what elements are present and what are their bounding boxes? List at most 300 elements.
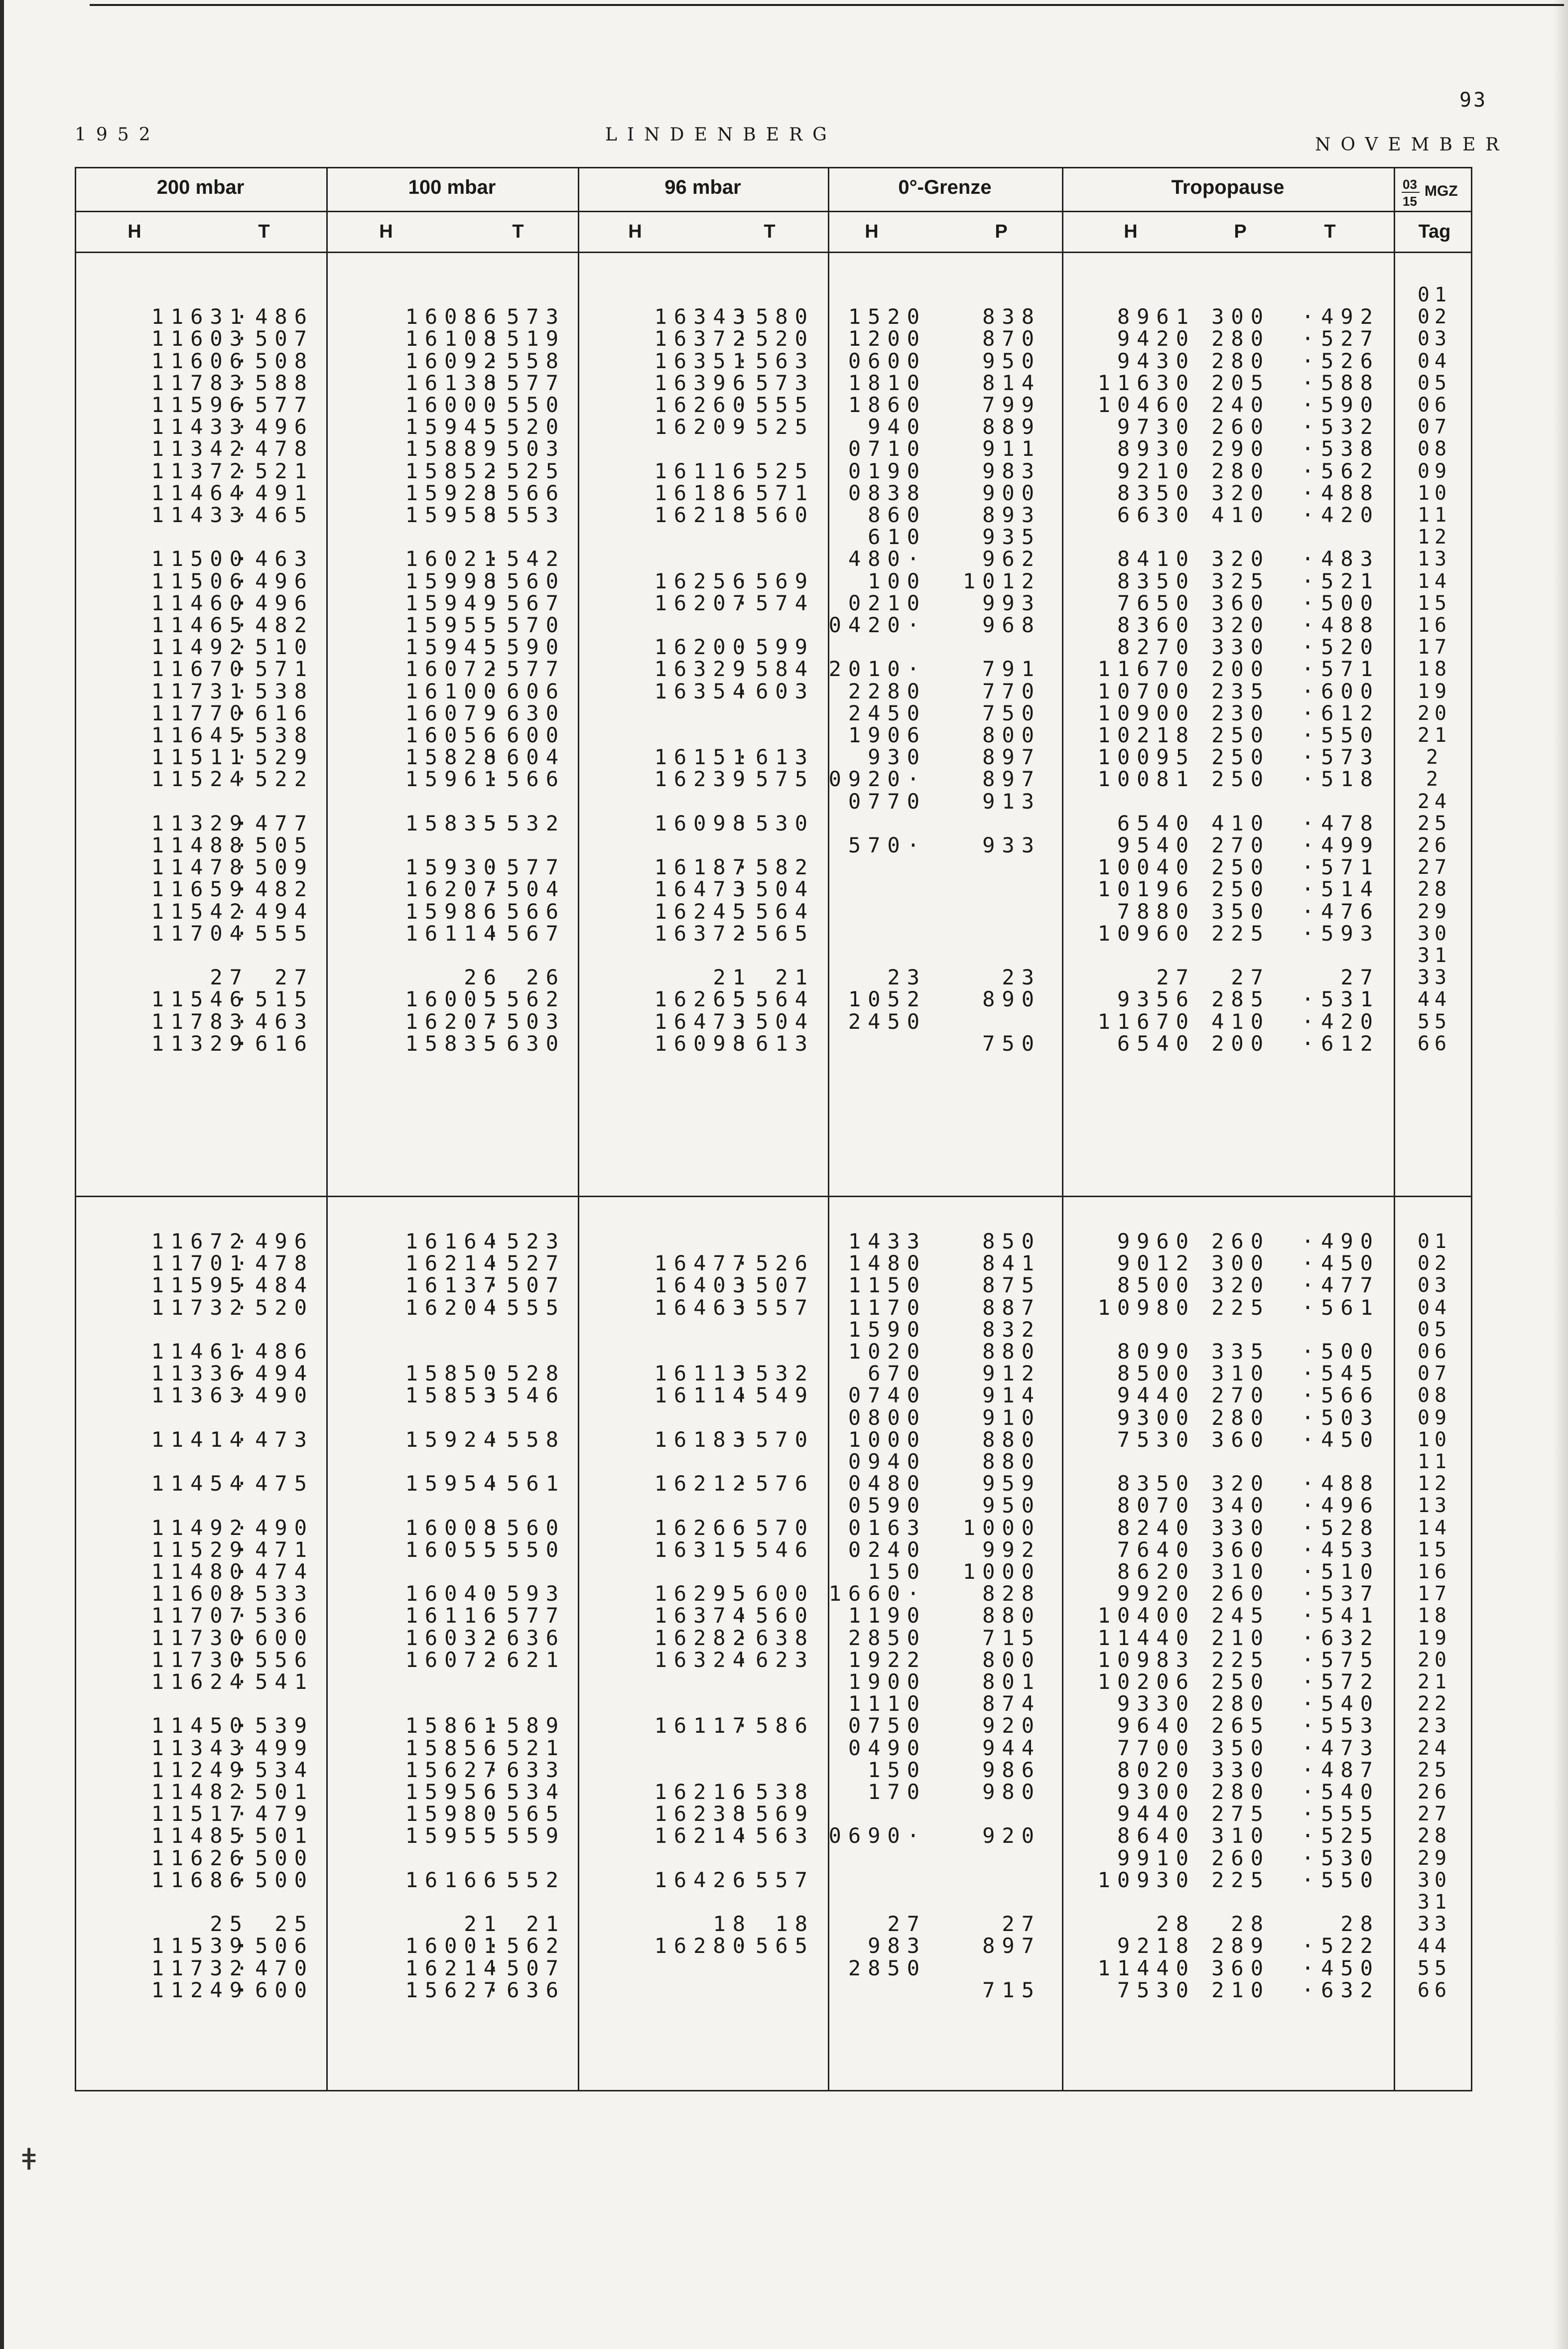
cell-t200: ·494 bbox=[235, 1361, 314, 1386]
cell-ptrop: 200 bbox=[1211, 1031, 1270, 1056]
mgz-fraction-bottom: 15 bbox=[1403, 194, 1417, 209]
cell-h100: 15889 bbox=[405, 436, 503, 461]
cell-h96: 16343 bbox=[654, 304, 752, 329]
cell-t200: ·465 bbox=[235, 503, 314, 527]
cell-htrop: 28 bbox=[1156, 1912, 1195, 1936]
cell-tag: 19 bbox=[1417, 680, 1452, 703]
cell-ptrop: 280 bbox=[1211, 1780, 1270, 1804]
cell-h0grenze bbox=[807, 945, 926, 967]
cell-ttrop: ·593 bbox=[1301, 921, 1380, 946]
group-100mbar: 100 mbar bbox=[408, 176, 496, 198]
cell-t200: ·496 bbox=[235, 415, 314, 439]
cell-htrop: 8090 bbox=[1117, 1339, 1195, 1364]
cell-ptrop bbox=[1151, 1891, 1270, 1913]
cell-h200: 11492 bbox=[151, 635, 249, 660]
cell-ptrop: 360 bbox=[1211, 1427, 1270, 1452]
cell-t100: ·570 bbox=[487, 613, 565, 637]
cell-t96: ·557 bbox=[736, 1295, 814, 1320]
cell-ptrop: 225 bbox=[1211, 1295, 1270, 1320]
col-divider bbox=[326, 167, 328, 2090]
cell-h0grenze: 100 bbox=[868, 568, 926, 593]
cell-ttrop bbox=[1260, 1451, 1380, 1473]
cell-t96: ·504 bbox=[736, 1009, 814, 1034]
cell-htrop: 10900 bbox=[1097, 700, 1195, 725]
cell-t96: ·573 bbox=[736, 370, 814, 395]
cell-p0grenze bbox=[921, 1891, 1041, 1913]
cell-h200: 11595 bbox=[151, 1273, 249, 1298]
cell-h200: 11732 bbox=[151, 1955, 249, 1980]
cell-t200: ·470 bbox=[235, 1955, 314, 1980]
cell-p0grenze: 893 bbox=[982, 503, 1041, 527]
cell-h0grenze: 0240 bbox=[848, 1537, 926, 1562]
cell-ttrop: ·487 bbox=[1301, 1757, 1380, 1782]
cell-tag: 13 bbox=[1417, 1494, 1452, 1518]
cell-ttrop: ·566 bbox=[1301, 1383, 1380, 1408]
cell-t100 bbox=[446, 1319, 565, 1341]
cell-htrop: 8350 bbox=[1117, 480, 1195, 505]
cell-h200: 11249 bbox=[151, 1977, 249, 2002]
cell-tag: 19 bbox=[1417, 1626, 1452, 1650]
cell-t100 bbox=[446, 1495, 565, 1517]
cell-t100 bbox=[446, 1891, 565, 1913]
cell-t100: ·562 bbox=[487, 987, 565, 1012]
cell-h0grenze: 2850 bbox=[848, 1955, 926, 1980]
cell-htrop: 9210 bbox=[1117, 458, 1195, 483]
page-number: 93 bbox=[1459, 89, 1488, 112]
cell-ptrop: 280 bbox=[1211, 458, 1270, 483]
group-200mbar: 200 mbar bbox=[156, 176, 245, 198]
cell-htrop: 8410 bbox=[1117, 547, 1195, 571]
cell-t200: ·471 bbox=[235, 1537, 314, 1562]
cell-t96 bbox=[695, 548, 814, 570]
cell-h0grenze: 1906 bbox=[848, 723, 926, 747]
cell-tag: 13 bbox=[1417, 548, 1452, 571]
cell-t200: ·486 bbox=[235, 304, 314, 329]
cell-h0grenze: 570· bbox=[848, 833, 926, 857]
cell-p0grenze: 959 bbox=[982, 1471, 1041, 1496]
cell-h200: 11732 bbox=[151, 1295, 249, 1320]
cell-t200: ·478 bbox=[235, 436, 314, 461]
cell-p0grenze: 920 bbox=[982, 1713, 1041, 1738]
cell-p0grenze bbox=[921, 813, 1041, 834]
cell-h96: 16098 bbox=[654, 811, 752, 835]
cell-ptrop: 205 bbox=[1211, 370, 1270, 395]
cell-h100: 16055 bbox=[405, 1537, 503, 1562]
cell-h100: 16021 bbox=[405, 547, 503, 571]
cell-ptrop bbox=[1151, 945, 1270, 967]
cell-tag: 44 bbox=[1417, 988, 1452, 1011]
cell-h200: 11704 bbox=[151, 921, 249, 946]
cell-t100: ·577 bbox=[487, 1603, 565, 1628]
cell-t96 bbox=[695, 1319, 814, 1341]
cell-tag: 22 bbox=[1417, 1692, 1452, 1716]
cell-h200: 11433 bbox=[151, 503, 249, 527]
cell-t96: ·520 bbox=[736, 326, 814, 351]
cell-tag: 14 bbox=[1417, 569, 1452, 593]
cell-ttrop: ·526 bbox=[1301, 348, 1380, 373]
cell-ttrop: ·531 bbox=[1301, 987, 1380, 1012]
cell-h200: 11482 bbox=[151, 1780, 249, 1804]
cell-t100: ·636 bbox=[487, 1977, 565, 2002]
cell-p0grenze: 897 bbox=[982, 1934, 1041, 1958]
cell-h96: 16183 bbox=[654, 1427, 752, 1452]
cell-htrop: 10095 bbox=[1097, 745, 1195, 770]
cell-ttrop: ·420 bbox=[1301, 1009, 1380, 1034]
cell-h100: 16079 bbox=[405, 700, 503, 725]
cell-ttrop: ·450 bbox=[1301, 1251, 1380, 1276]
cell-p0grenze: 800 bbox=[982, 1647, 1041, 1672]
cell-t100 bbox=[446, 1671, 565, 1693]
cell-h100: 15627 bbox=[405, 1977, 503, 2002]
cell-ttrop: ·488 bbox=[1301, 613, 1380, 637]
cell-t200: ·600 bbox=[235, 1977, 314, 2002]
cell-h100: 15955 bbox=[405, 1823, 503, 1848]
cell-t96: ·526 bbox=[736, 1251, 814, 1276]
cell-t96: ·555 bbox=[736, 393, 814, 417]
cell-t100: ·560 bbox=[487, 1515, 565, 1540]
cell-ptrop: 290 bbox=[1211, 436, 1270, 461]
cell-t200: ·538 bbox=[235, 723, 314, 747]
cell-p0grenze: 935 bbox=[982, 525, 1041, 550]
cell-h96: 16207 bbox=[654, 590, 752, 615]
cell-h100: 15930 bbox=[405, 855, 503, 880]
cell-htrop: 7650 bbox=[1117, 590, 1195, 615]
cell-ttrop: ·600 bbox=[1301, 679, 1380, 703]
group-header-rule bbox=[75, 211, 1472, 212]
cell-h100: 16166 bbox=[405, 1867, 503, 1892]
cell-h200: 11478 bbox=[151, 855, 249, 880]
cell-t200: ·508 bbox=[235, 348, 314, 373]
cell-tag: 14 bbox=[1417, 1516, 1452, 1539]
cell-t200: ·507 bbox=[235, 326, 314, 351]
cell-htrop: 7530 bbox=[1117, 1427, 1195, 1452]
cell-ptrop: 225 bbox=[1211, 1647, 1270, 1672]
cell-htrop: 10983 bbox=[1097, 1647, 1195, 1672]
cell-h96: 16218 bbox=[654, 503, 752, 527]
cell-t96: ·563 bbox=[736, 348, 814, 373]
cell-h100: 15861 bbox=[405, 1713, 503, 1738]
cell-h200: 11546 bbox=[151, 987, 249, 1012]
cell-t96 bbox=[695, 1693, 814, 1715]
cell-tag: 11 bbox=[1417, 1450, 1452, 1473]
cell-htrop: 9910 bbox=[1117, 1845, 1195, 1870]
cell-ptrop: 260 bbox=[1211, 1581, 1270, 1606]
cell-tag: 33 bbox=[1417, 966, 1452, 989]
cell-h100: 15627 bbox=[405, 1757, 503, 1782]
cell-h200: 11506 bbox=[151, 568, 249, 593]
cell-p0grenze: 1000 bbox=[962, 1559, 1041, 1584]
cell-tag: 31 bbox=[1417, 944, 1452, 967]
cell-ttrop: ·550 bbox=[1301, 1867, 1380, 1892]
cell-h200: 11645 bbox=[151, 723, 249, 747]
cell-tag: 04 bbox=[1417, 349, 1452, 373]
cell-h0grenze: 2850 bbox=[848, 1625, 926, 1650]
cell-h0grenze: 0920· bbox=[828, 767, 926, 792]
cell-h96: 16280 bbox=[654, 1934, 752, 1958]
subheader-trop-h: H bbox=[1124, 221, 1138, 242]
cell-t200: ·486 bbox=[235, 1339, 314, 1364]
cell-t96 bbox=[695, 1495, 814, 1517]
cell-ttrop: ·572 bbox=[1301, 1669, 1380, 1694]
cell-ttrop: ·492 bbox=[1301, 304, 1380, 329]
cell-h96: 16295 bbox=[654, 1581, 752, 1606]
cell-p0grenze: 828 bbox=[982, 1581, 1041, 1606]
cell-h96: 16282 bbox=[654, 1625, 752, 1650]
cell-h100: 16056 bbox=[405, 723, 503, 747]
cell-t200: ·577 bbox=[235, 393, 314, 417]
cell-h0grenze bbox=[807, 1979, 926, 2001]
cell-h0grenze bbox=[807, 878, 926, 900]
cell-h100: 15924 bbox=[405, 1427, 503, 1452]
cell-h0grenze: 1052 bbox=[848, 987, 926, 1012]
cell-tag: 27 bbox=[1417, 856, 1452, 879]
cell-tag: 25 bbox=[1417, 812, 1452, 835]
cell-t100: ·559 bbox=[487, 1823, 565, 1848]
cell-t100: ·507 bbox=[487, 1955, 565, 1980]
cell-htrop: 9440 bbox=[1117, 1383, 1195, 1408]
cell-ptrop: 360 bbox=[1211, 590, 1270, 615]
cell-ptrop: 340 bbox=[1211, 1493, 1270, 1518]
cell-ptrop: 240 bbox=[1211, 393, 1270, 417]
cell-h200: 11336 bbox=[151, 1361, 249, 1386]
cell-h100: 15835 bbox=[405, 1031, 503, 1056]
cell-p0grenze bbox=[921, 1803, 1041, 1825]
cell-t96: ·525 bbox=[736, 458, 814, 483]
cell-ptrop bbox=[1151, 1319, 1270, 1341]
cell-h96: 16239 bbox=[654, 767, 752, 792]
cell-h100: 15928 bbox=[405, 480, 503, 505]
cell-t96: ·638 bbox=[736, 1625, 814, 1650]
cell-tag: 25 bbox=[1417, 1758, 1452, 1782]
cell-t96: ·525 bbox=[736, 415, 814, 439]
cell-t200 bbox=[194, 1407, 314, 1429]
cell-ptrop: 310 bbox=[1211, 1559, 1270, 1584]
cell-ttrop: ·561 bbox=[1301, 1295, 1380, 1320]
cell-h100: 16108 bbox=[405, 326, 503, 351]
cell-tag: 30 bbox=[1417, 1868, 1452, 1892]
cell-t96: ·569 bbox=[736, 1801, 814, 1826]
subheader-96-t: T bbox=[764, 221, 776, 242]
cell-t96 bbox=[695, 438, 814, 460]
cell-h100: 16138 bbox=[405, 370, 503, 395]
cell-ttrop: 27 bbox=[1340, 965, 1380, 990]
cell-ptrop: 300 bbox=[1211, 304, 1270, 329]
cell-t100: ·589 bbox=[487, 1713, 565, 1738]
cell-p0grenze: 993 bbox=[982, 590, 1041, 615]
cell-ptrop: 320 bbox=[1211, 1471, 1270, 1496]
cell-p0grenze: 715 bbox=[982, 1625, 1041, 1650]
cell-ptrop bbox=[1151, 526, 1270, 548]
cell-t100: ·566 bbox=[487, 767, 565, 792]
cell-htrop: 8070 bbox=[1117, 1493, 1195, 1518]
cell-tag: 55 bbox=[1417, 1010, 1452, 1033]
cell-tag: 01 bbox=[1417, 283, 1452, 306]
cell-h200: 11329 bbox=[151, 811, 249, 835]
cell-t96 bbox=[695, 1979, 814, 2001]
cell-tag: 2 bbox=[1426, 746, 1443, 769]
cell-t200 bbox=[194, 1451, 314, 1473]
cell-ptrop: 280 bbox=[1211, 1691, 1270, 1716]
cell-t200: ·538 bbox=[235, 679, 314, 703]
cell-ptrop: 275 bbox=[1211, 1801, 1270, 1826]
cell-t100: ·558 bbox=[487, 348, 565, 373]
cell-ttrop: ·478 bbox=[1301, 811, 1380, 835]
cell-ttrop: ·510 bbox=[1301, 1559, 1380, 1584]
cell-tag: 29 bbox=[1417, 1846, 1452, 1870]
cell-ptrop: 360 bbox=[1211, 1955, 1270, 1980]
cell-t96: ·560 bbox=[736, 1603, 814, 1628]
cell-tag: 18 bbox=[1417, 658, 1452, 681]
cell-t96 bbox=[695, 791, 814, 813]
cell-ttrop: ·532 bbox=[1301, 415, 1380, 439]
cell-htrop: 6540 bbox=[1117, 1031, 1195, 1056]
cell-t100: ·555 bbox=[487, 1295, 565, 1320]
cell-p0grenze: 880 bbox=[982, 1603, 1041, 1628]
cell-t100: ·525 bbox=[487, 458, 565, 483]
cell-h0grenze bbox=[807, 284, 926, 306]
cell-ptrop: 225 bbox=[1211, 921, 1270, 946]
cell-h0grenze: 860 bbox=[868, 503, 926, 527]
cell-p0grenze: 986 bbox=[982, 1757, 1041, 1782]
cell-h100: 16100 bbox=[405, 679, 503, 703]
cell-h96: 18 bbox=[713, 1912, 752, 1936]
cell-h100: 21 bbox=[464, 1912, 503, 1936]
cell-htrop: 9420 bbox=[1117, 326, 1195, 351]
cell-ttrop bbox=[1260, 526, 1380, 548]
cell-t200: ·501 bbox=[235, 1780, 314, 1804]
cell-t200: ·520 bbox=[235, 1295, 314, 1320]
cell-t96: ·564 bbox=[736, 987, 814, 1012]
cell-h0grenze: 0710 bbox=[848, 436, 926, 461]
cell-ptrop: 250 bbox=[1211, 767, 1270, 792]
cell-t100: ·577 bbox=[487, 370, 565, 395]
cell-t100: ·636 bbox=[487, 1625, 565, 1650]
cell-h200: 11524 bbox=[151, 767, 249, 792]
cell-tag: 27 bbox=[1417, 1802, 1452, 1826]
cell-htrop: 9356 bbox=[1117, 987, 1195, 1012]
cell-h96: 16403 bbox=[654, 1273, 752, 1298]
subheader-tag: Tag bbox=[1418, 221, 1451, 242]
cell-h0grenze: 23 bbox=[887, 965, 926, 990]
cell-h200: 27 bbox=[210, 965, 249, 990]
cell-h200: 11606 bbox=[151, 348, 249, 373]
cell-h200: 11701 bbox=[151, 1251, 249, 1276]
cell-ttrop: ·500 bbox=[1301, 1339, 1380, 1364]
cell-ttrop: ·483 bbox=[1301, 547, 1380, 571]
cell-ptrop: 235 bbox=[1211, 679, 1270, 703]
cell-h200: 11460 bbox=[151, 590, 249, 615]
cell-ttrop bbox=[1260, 284, 1380, 306]
cell-tag: 21 bbox=[1417, 724, 1452, 747]
cell-ptrop: 260 bbox=[1211, 1229, 1270, 1253]
cell-t100: ·590 bbox=[487, 635, 565, 660]
subheader-0grenze-h: H bbox=[865, 221, 879, 242]
cell-t96: ·580 bbox=[736, 304, 814, 329]
cell-tag: 12 bbox=[1417, 526, 1452, 549]
cell-htrop: 9300 bbox=[1117, 1405, 1195, 1430]
cell-t200: ·555 bbox=[235, 921, 314, 946]
cell-h0grenze: 150 bbox=[868, 1757, 926, 1782]
cell-h200: 11783 bbox=[151, 1009, 249, 1034]
cell-h200: 11511 bbox=[151, 745, 249, 770]
cell-t96: ·532 bbox=[736, 1361, 814, 1386]
cell-tag: 09 bbox=[1417, 1406, 1452, 1429]
cell-h200: 11631 bbox=[151, 304, 249, 329]
cell-t100: ·604 bbox=[487, 745, 565, 770]
cell-t96 bbox=[695, 1737, 814, 1759]
cell-p0grenze: 912 bbox=[982, 1361, 1041, 1386]
cell-t200: 25 bbox=[274, 1912, 314, 1936]
cell-ptrop: 280 bbox=[1211, 348, 1270, 373]
cell-t200 bbox=[194, 791, 314, 813]
table-top-border bbox=[75, 167, 1472, 168]
cell-h200: 11480 bbox=[151, 1559, 249, 1584]
cell-ptrop: 270 bbox=[1211, 833, 1270, 857]
cell-h96: 16187 bbox=[654, 855, 752, 880]
cell-tag: 31 bbox=[1417, 1891, 1452, 1914]
cell-t200: ·494 bbox=[235, 899, 314, 924]
cell-t200: ·533 bbox=[235, 1581, 314, 1606]
cell-htrop: 8350 bbox=[1117, 568, 1195, 593]
cell-tag: 08 bbox=[1417, 1384, 1452, 1407]
group-96mbar: 96 mbar bbox=[664, 176, 741, 198]
cell-h0grenze bbox=[807, 1033, 926, 1055]
cell-h96: 16372 bbox=[654, 326, 752, 351]
cell-h96: 16463 bbox=[654, 1295, 752, 1320]
cell-h0grenze: 2010· bbox=[828, 657, 926, 682]
cell-t200: ·478 bbox=[235, 1251, 314, 1276]
cell-ptrop: 335 bbox=[1211, 1339, 1270, 1364]
cell-ptrop: 210 bbox=[1211, 1625, 1270, 1650]
cell-h0grenze: 1110 bbox=[848, 1691, 926, 1716]
cell-h96: 16329 bbox=[654, 657, 752, 682]
cell-t200: ·522 bbox=[235, 767, 314, 792]
cell-h100: 15850 bbox=[405, 1361, 503, 1386]
cell-t96 bbox=[695, 1561, 814, 1583]
cell-h100: 16137 bbox=[405, 1273, 503, 1298]
cell-ttrop: ·632 bbox=[1301, 1977, 1380, 2002]
cell-h0grenze: 0163 bbox=[848, 1515, 926, 1540]
cell-tag: 07 bbox=[1417, 415, 1452, 439]
cell-tag: 18 bbox=[1417, 1604, 1452, 1628]
cell-h0grenze: 1020 bbox=[848, 1339, 926, 1364]
cell-ptrop: 360 bbox=[1211, 1537, 1270, 1562]
cell-ttrop: ·562 bbox=[1301, 458, 1380, 483]
cell-h96: 16186 bbox=[654, 480, 752, 505]
table-bottom-border bbox=[75, 2090, 1472, 2091]
cell-t100: ·528 bbox=[487, 1361, 565, 1386]
cell-t200 bbox=[194, 1693, 314, 1715]
cell-p0grenze: 900 bbox=[982, 480, 1041, 505]
cell-ttrop: 28 bbox=[1340, 1912, 1380, 1936]
cell-t200: ·484 bbox=[235, 1273, 314, 1298]
cell-p0grenze: 750 bbox=[982, 700, 1041, 725]
subheader-rule bbox=[75, 252, 1472, 253]
cell-htrop: 8500 bbox=[1117, 1273, 1195, 1298]
cell-h200: 11596 bbox=[151, 393, 249, 417]
cell-tag: 10 bbox=[1417, 1428, 1452, 1451]
cell-ttrop: ·575 bbox=[1301, 1647, 1380, 1672]
cell-ptrop: 310 bbox=[1211, 1361, 1270, 1386]
cell-t96: ·623 bbox=[736, 1647, 814, 1672]
cell-t96: ·613 bbox=[736, 1031, 814, 1056]
cell-h96: 16477 bbox=[654, 1251, 752, 1276]
cell-p0grenze: 750 bbox=[982, 1031, 1041, 1056]
cell-t200: ·482 bbox=[235, 613, 314, 637]
cell-htrop: 7700 bbox=[1117, 1735, 1195, 1760]
cell-t96: ·586 bbox=[736, 1713, 814, 1738]
cell-ttrop: ·525 bbox=[1301, 1823, 1380, 1848]
